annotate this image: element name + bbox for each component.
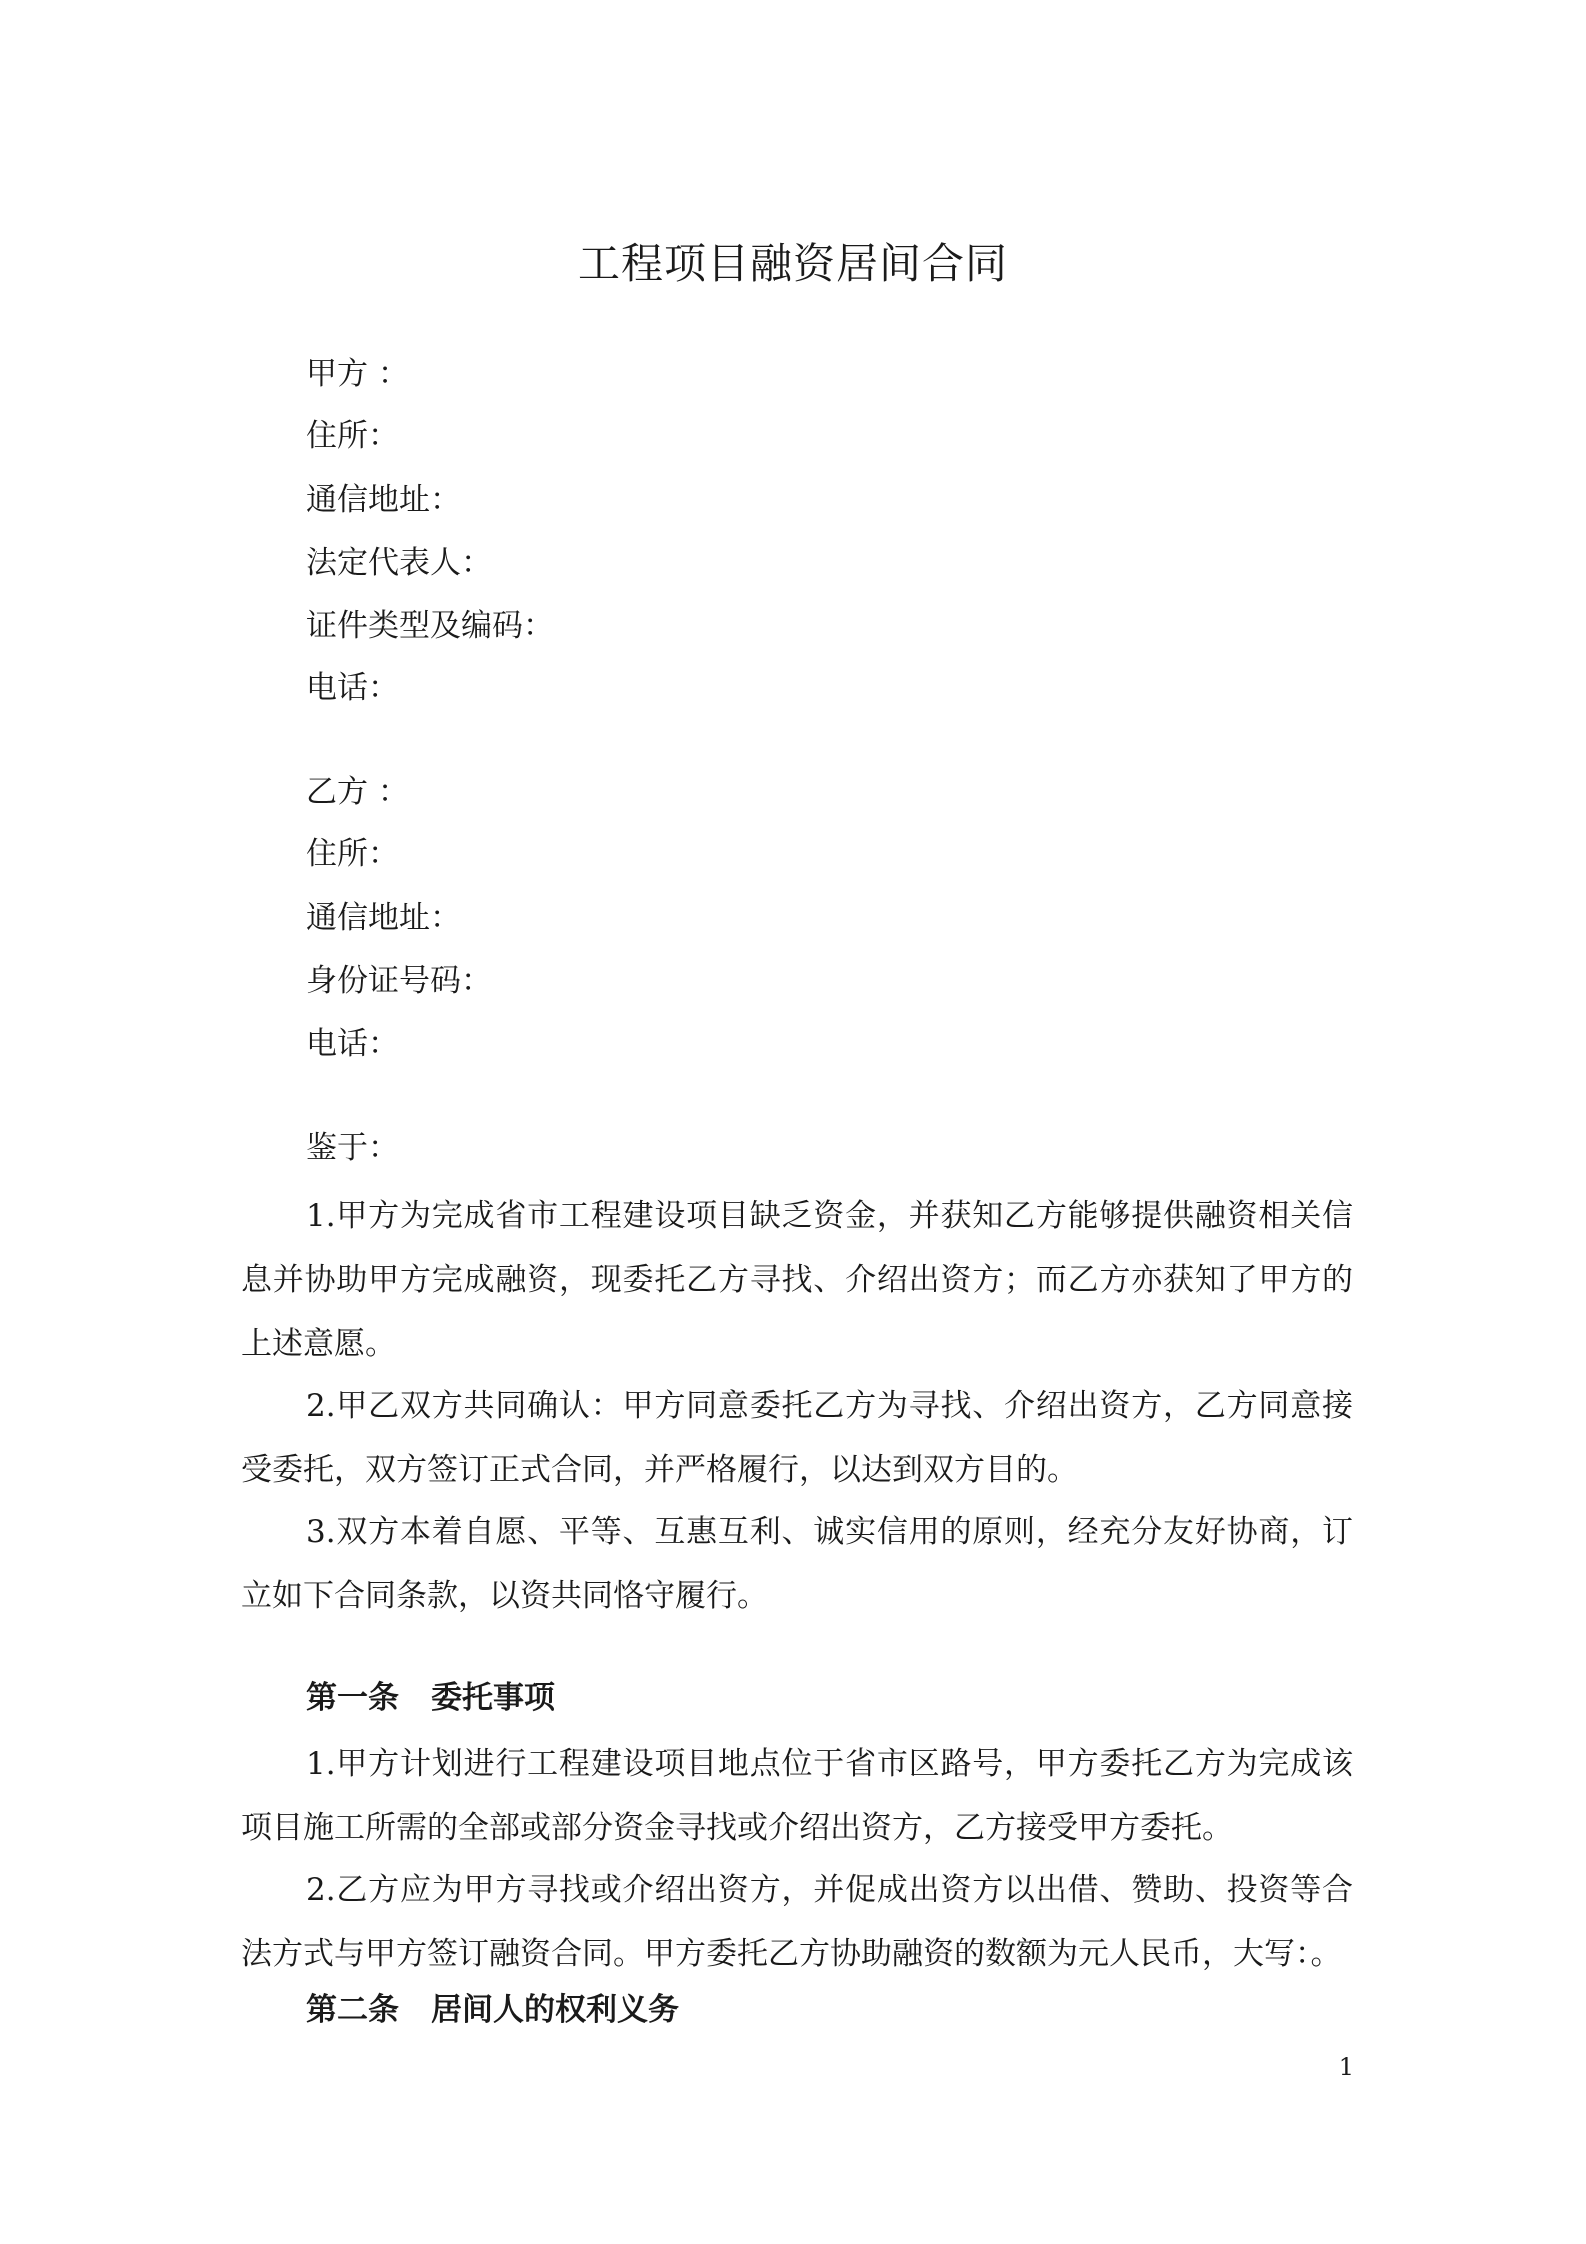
- page-number: 1: [1338, 2053, 1354, 2081]
- party-b-address-label: 通信地址：: [306, 900, 461, 936]
- article-1-item-2: 2.乙方应为甲方寻找或介绍出资方，并促成出资方以出借、赞助、投资等合法方式与甲方签订融资合同。甲方委托乙方协助融资的数额为元人民币，大写：。: [241, 1872, 1353, 1972]
- party-a-id-label: 证件类型及编码：: [306, 608, 554, 644]
- party-b-name-label: 乙方 ：: [306, 774, 409, 810]
- document-title: 工程项目融资居间合同: [577, 239, 1008, 288]
- article-2-title: 居间人的权利义务: [431, 1992, 679, 2028]
- article-1-heading: [306, 1678, 555, 1718]
- party-b-id-label: 身份证号码：: [306, 963, 492, 999]
- article-2-number: 第二条: [306, 1992, 399, 2028]
- whereas-item-3: 3.双方本着自愿、平等、互惠互利、诚实信用的原则，经充分友好协商，订立如下合同条款，以资共同恪守履行。: [241, 1514, 1353, 1614]
- article-1-item-1: 1.甲方计划进行工程建设项目地点位于省市区路号，甲方委托乙方为完成该项目施工所需的全部或部分资金寻找或介绍出资方，乙方接受甲方委托。: [241, 1746, 1353, 1846]
- party-a-phone-label: 电话：: [306, 670, 399, 706]
- party-a-legal-rep-label: 法定代表人：: [306, 545, 492, 581]
- article-1-number: 第一条: [306, 1680, 399, 1716]
- article-1-title: 委托事项: [431, 1680, 555, 1716]
- party-a-name-label: 甲方 ：: [306, 356, 409, 392]
- party-b-domicile-label: 住所：: [306, 836, 399, 872]
- whereas-label: 鉴于：: [306, 1130, 399, 1166]
- whereas-item-1: 1.甲方为完成省市工程建设项目缺乏资金，并获知乙方能够提供融资相关信息并协助甲方完成融资，现委托乙方寻找、介绍出资方；而乙方亦获知了甲方的上述意愿。: [241, 1198, 1353, 1362]
- whereas-item-2: 2.甲乙双方共同确认：甲方同意委托乙方为寻找、介绍出资方，乙方同意接受委托，双方签订正式合同，并严格履行，以达到双方目的。: [241, 1388, 1353, 1488]
- article-2-heading: [306, 1990, 679, 2030]
- party-b-phone-label: 电话：: [306, 1026, 399, 1062]
- party-a-address-label: 通信地址：: [306, 482, 461, 518]
- party-a-domicile-label: 住所：: [306, 418, 399, 454]
